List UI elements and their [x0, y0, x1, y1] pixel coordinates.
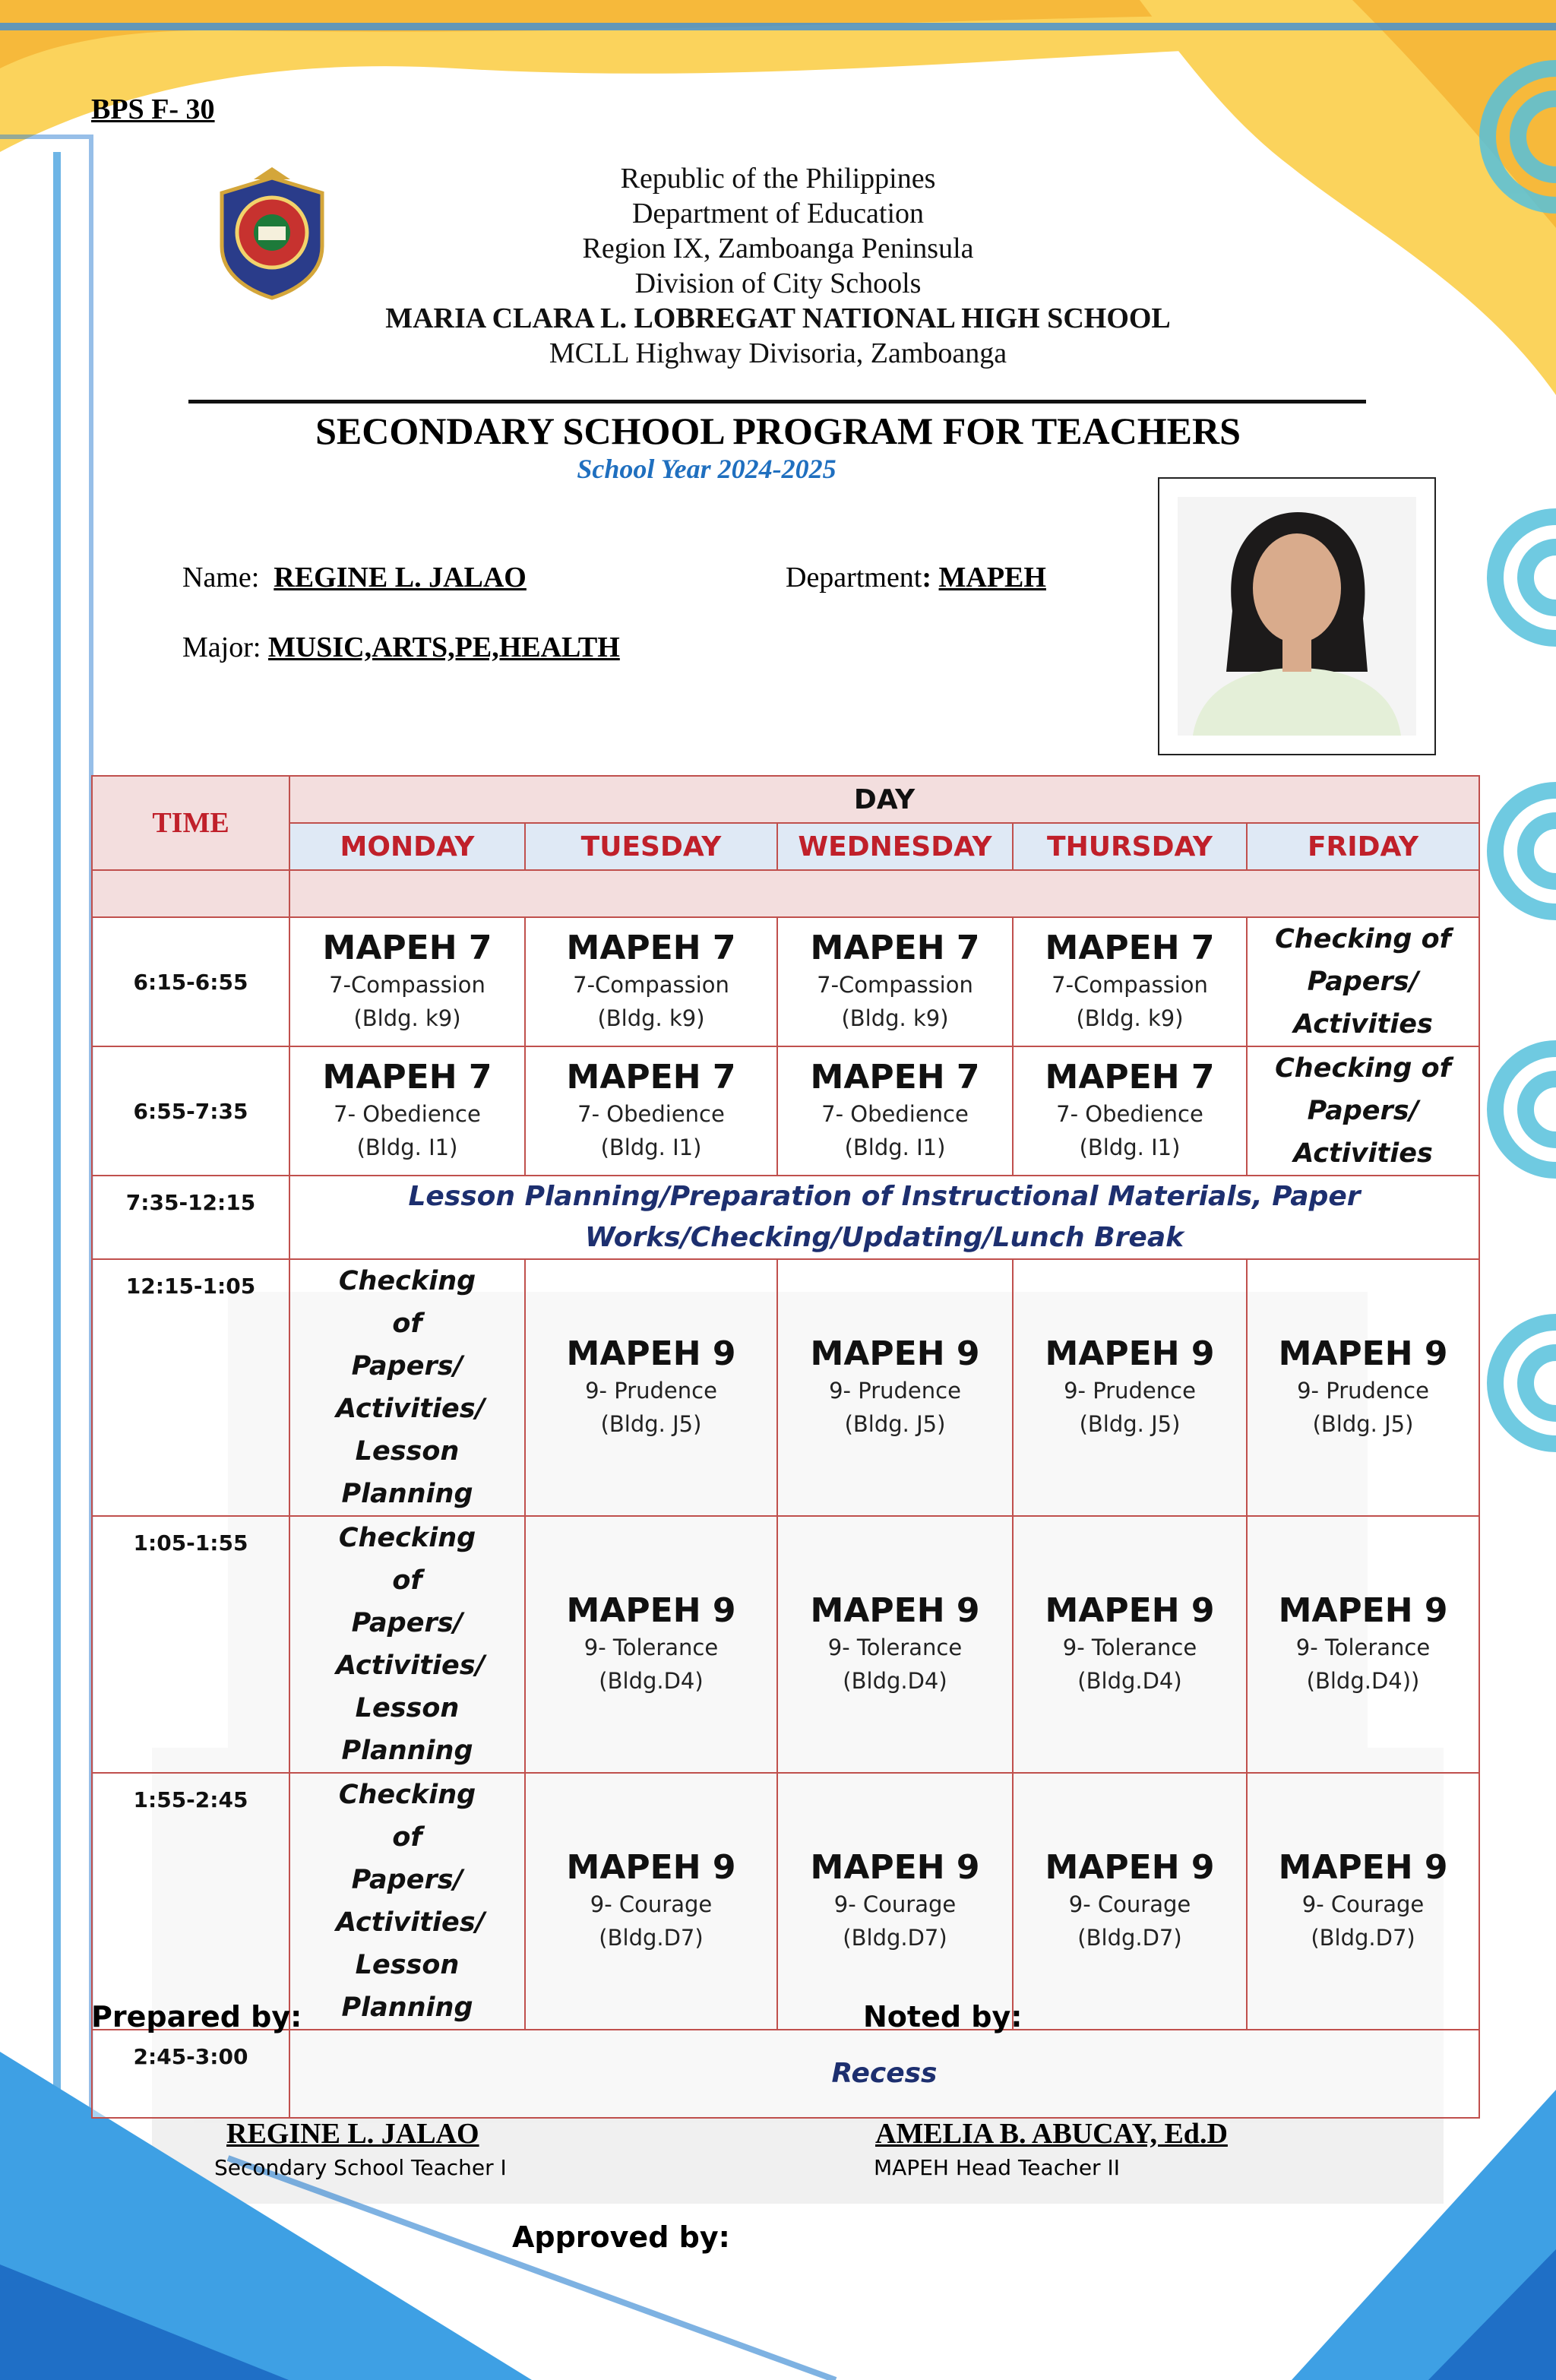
teacher-photo	[1178, 497, 1416, 736]
time-slot: 7:35-12:15	[92, 1176, 289, 1259]
table-row	[92, 1046, 1479, 1176]
class-cell: MAPEH 7 7- Obedience (Bldg. I1)	[1013, 1046, 1247, 1176]
header-block	[0, 161, 1556, 371]
lesson-planning-banner: Lesson Planning/Preparation of Instructional Materials, Paper Works/Checking/Updating/Lunch Break	[289, 1176, 1479, 1259]
time-column-header: TIME	[92, 776, 289, 870]
schedule-table	[91, 775, 1480, 2119]
checking-cell: Checking of Papers/ Activities/ Lesson Planning	[289, 1259, 525, 1516]
table-row	[92, 917, 1479, 1046]
table-row	[92, 1259, 1479, 1516]
checking-cell: Checking of Papers/ Activities	[1247, 917, 1479, 1046]
class-cell: MAPEH 7 7- Obedience (Bldg. I1)	[777, 1046, 1013, 1176]
day-thursday: THURSDAY	[1013, 823, 1247, 870]
time-slot: 1:05-1:55	[92, 1516, 289, 1773]
class-cell: MAPEH 7 7-Compassion (Bldg. k9)	[1013, 917, 1247, 1046]
header-republic: Republic of the Philippines	[620, 163, 936, 195]
day-header: DAY	[289, 776, 1479, 823]
class-cell: MAPEH 7 7-Compassion (Bldg. k9)	[525, 917, 777, 1046]
time-slot: 2:45-3:00	[92, 2030, 289, 2118]
table-row	[92, 1176, 1479, 1259]
spacer-cell	[289, 870, 1479, 917]
header-address: MCLL Highway Divisoria, Zamboanga	[549, 337, 1007, 369]
header-division: Division of City Schools	[634, 267, 922, 299]
school-year: School Year 2024-2025	[577, 454, 837, 484]
class-cell: MAPEH 9 9- Courage (Bldg.D7)	[1247, 1773, 1479, 2030]
major-label: Major:	[182, 631, 261, 663]
department-value: MAPEH	[938, 562, 1046, 593]
day-monday: MONDAY	[289, 823, 525, 870]
department-line	[786, 561, 1046, 594]
spacer-cell	[92, 870, 289, 917]
class-cell: MAPEH 9 9- Prudence (Bldg. J5)	[525, 1259, 777, 1516]
class-cell: MAPEH 9 9- Prudence (Bldg. J5)	[1013, 1259, 1247, 1516]
checking-cell: Checking of Papers/ Activities/ Lesson Planning	[289, 1773, 525, 2030]
program-title: SECONDARY SCHOOL PROGRAM FOR TEACHERS	[315, 410, 1241, 452]
noted-by-label: Noted by:	[863, 2000, 1023, 2033]
name-label: Name:	[182, 562, 260, 593]
header-region: Region IX, Zamboanga Peninsula	[582, 233, 974, 264]
checking-cell: Checking of Papers/ Activities/ Lesson Planning	[289, 1516, 525, 1773]
table-row	[92, 2030, 1479, 2118]
class-cell: MAPEH 7 7- Obedience (Bldg. I1)	[525, 1046, 777, 1176]
major-value: MUSIC,ARTS,PE,HEALTH	[267, 631, 620, 663]
header-divider	[188, 400, 1366, 404]
class-cell: MAPEH 7 7-Compassion (Bldg. k9)	[777, 917, 1013, 1046]
recess-banner: Recess	[289, 2030, 1479, 2118]
class-cell: MAPEH 9 9- Courage (Bldg.D7)	[1013, 1773, 1247, 2030]
teacher-name: REGINE L. JALAO	[274, 562, 527, 593]
time-slot: 6:15-6:55	[92, 917, 289, 1046]
approved-by-label: Approved by:	[512, 2220, 730, 2254]
major-line	[182, 631, 620, 664]
time-slot: 12:15-1:05	[92, 1259, 289, 1516]
day-friday: FRIDAY	[1247, 823, 1479, 870]
header-school-name: MARIA CLARA L. LOBREGAT NATIONAL HIGH SCHOOL	[385, 302, 1171, 334]
class-cell: MAPEH 9 9- Prudence (Bldg. J5)	[1247, 1259, 1479, 1516]
class-cell: MAPEH 9 9- Prudence (Bldg. J5)	[777, 1259, 1013, 1516]
class-cell: MAPEH 7 7-Compassion (Bldg. k9)	[289, 917, 525, 1046]
department-colon: :	[922, 562, 932, 593]
teacher-photo-frame	[1158, 477, 1436, 755]
table-row	[92, 1516, 1479, 1773]
time-slot: 6:55-7:35	[92, 1046, 289, 1176]
day-wednesday: WEDNESDAY	[777, 823, 1013, 870]
class-cell: MAPEH 9 9- Tolerance (Bldg.D4))	[1247, 1516, 1479, 1773]
teacher-name-line	[182, 561, 527, 594]
class-cell: MAPEH 7 7- Obedience (Bldg. I1)	[289, 1046, 525, 1176]
prepared-by-label: Prepared by:	[91, 2000, 302, 2033]
department-label: Department	[786, 562, 922, 593]
noter-title: MAPEH Head Teacher II	[874, 2155, 1120, 2180]
table-row	[92, 1773, 1479, 2030]
form-code: BPS F- 30	[91, 93, 215, 125]
preparer-name: REGINE L. JALAO	[226, 2118, 479, 2150]
preparer-title: Secondary School Teacher I	[214, 2155, 507, 2180]
noter-name: AMELIA B. ABUCAY, Ed.D	[875, 2118, 1228, 2150]
class-cell: MAPEH 9 9- Tolerance (Bldg.D4)	[1013, 1516, 1247, 1773]
class-cell: MAPEH 9 9- Courage (Bldg.D7)	[777, 1773, 1013, 2030]
day-tuesday: TUESDAY	[525, 823, 777, 870]
class-cell: MAPEH 9 9- Tolerance (Bldg.D4)	[777, 1516, 1013, 1773]
class-cell: MAPEH 9 9- Courage (Bldg.D7)	[525, 1773, 777, 2030]
header-deped: Department of Education	[631, 198, 925, 229]
class-cell: MAPEH 9 9- Tolerance (Bldg.D4)	[525, 1516, 777, 1773]
time-slot: 1:55-2:45	[92, 1773, 289, 2030]
checking-cell: Checking of Papers/ Activities	[1247, 1046, 1479, 1176]
